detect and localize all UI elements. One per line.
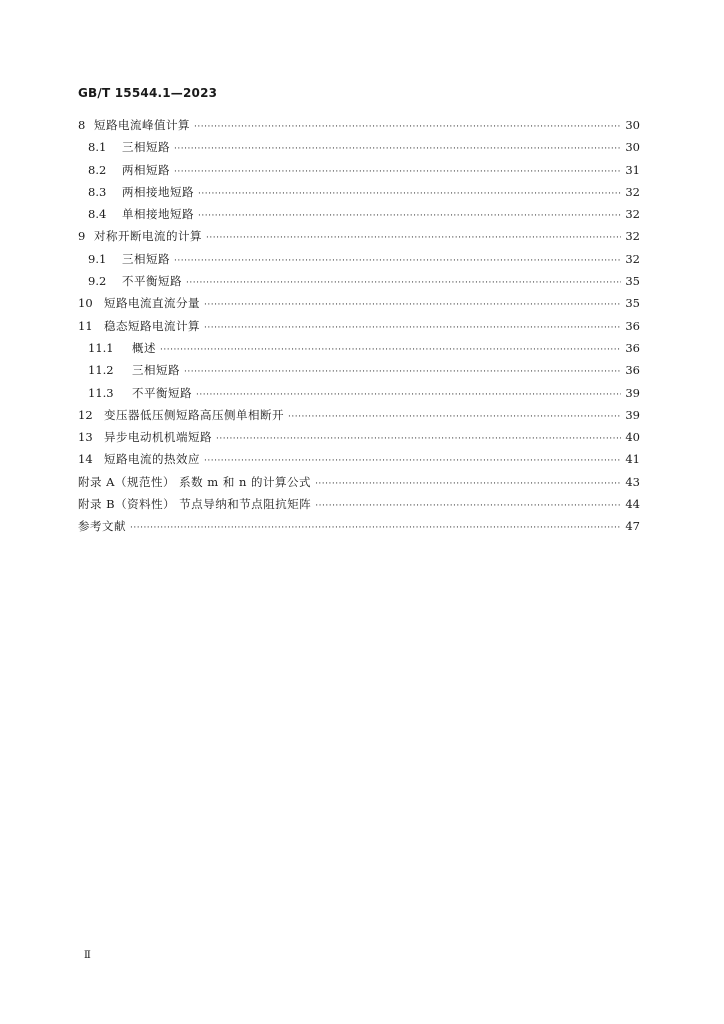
dot-leader xyxy=(186,278,621,288)
toc-entry-number: 11.2 xyxy=(88,363,114,378)
toc-entry-number: 9 xyxy=(78,229,86,244)
dot-leader xyxy=(130,523,621,533)
toc-entry[interactable] xyxy=(78,385,640,407)
toc-entry-page-number: 35 xyxy=(625,274,640,289)
dot-leader xyxy=(174,144,621,154)
toc-entry-page-number: 31 xyxy=(625,162,640,177)
toc-entry[interactable] xyxy=(78,474,640,496)
toc-entry-number: 8.2 xyxy=(88,162,107,177)
dot-leader xyxy=(198,211,621,221)
toc-entry-number: 8 xyxy=(78,118,86,132)
dot-leader xyxy=(216,434,621,444)
toc-entry-number: 10 xyxy=(78,296,93,311)
toc-entry-title: 参考文献 xyxy=(78,519,126,534)
toc-entry[interactable] xyxy=(78,117,640,139)
toc-entry[interactable] xyxy=(78,162,640,184)
toc-entry[interactable] xyxy=(78,206,640,228)
toc-entry-title: 概述 xyxy=(132,340,156,355)
toc-entry-page-number: 32 xyxy=(625,184,640,199)
toc-entry-title: 稳态短路电流计算 xyxy=(104,318,200,333)
toc-entry-page-number: 30 xyxy=(625,140,640,155)
toc-entry-title: 短路电流峰值计算 xyxy=(94,118,190,132)
dot-leader xyxy=(196,390,621,400)
dot-leader xyxy=(174,256,621,266)
toc-entry[interactable] xyxy=(78,429,640,451)
toc-entry-title: 不平衡短路 xyxy=(122,274,182,289)
dot-leader xyxy=(184,367,621,377)
toc-entry[interactable] xyxy=(78,496,640,518)
toc-entry-title: 异步电动机机端短路 xyxy=(104,430,212,445)
dot-leader xyxy=(204,456,621,466)
toc-entry[interactable] xyxy=(78,318,640,340)
toc-entry[interactable] xyxy=(78,407,640,429)
toc-entry-number: 13 xyxy=(78,430,93,445)
toc-entry-page-number: 47 xyxy=(625,519,640,534)
toc-entry-number: 11.3 xyxy=(88,385,114,400)
toc-entry-title: 三相短路 xyxy=(132,363,180,378)
toc-entry-title: 不平衡短路 xyxy=(132,385,192,400)
toc-entry-page-number: 39 xyxy=(625,385,640,400)
toc-entry[interactable] xyxy=(78,295,640,317)
dot-leader xyxy=(315,501,621,511)
toc-entry[interactable] xyxy=(78,139,640,161)
toc-entry[interactable] xyxy=(78,251,640,273)
toc-entry-title: 附录 B（资料性） 节点导纳和节点阻抗矩阵 xyxy=(78,497,312,512)
toc-entry-page-number: 35 xyxy=(625,296,640,311)
toc-entry[interactable] xyxy=(78,273,640,295)
toc-entry-page-number: 30 xyxy=(625,118,640,132)
toc-entry-title: 短路电流直流分量 xyxy=(104,296,200,311)
dot-leader xyxy=(315,479,621,489)
toc-entry-page-number: 43 xyxy=(625,474,640,489)
dot-leader xyxy=(204,300,621,310)
toc-entry-page-number: 32 xyxy=(625,251,640,266)
toc-entry-page-number: 41 xyxy=(625,452,640,467)
dot-leader xyxy=(160,345,621,355)
toc-entry-title: 单相接地短路 xyxy=(122,207,194,222)
dot-leader xyxy=(206,233,621,243)
toc-entry-page-number: 39 xyxy=(625,407,640,422)
toc-entry-number: 8.4 xyxy=(88,207,107,222)
toc-entry-title: 对称开断电流的计算 xyxy=(94,229,202,244)
toc-entry-title: 短路电流的热效应 xyxy=(104,452,200,467)
toc-entry-number: 14 xyxy=(78,452,93,467)
toc-entry-title: 三相短路 xyxy=(122,251,170,266)
toc-entry[interactable] xyxy=(78,184,640,206)
toc-entry-title: 两相接地短路 xyxy=(122,184,194,199)
toc-entry-number: 8.1 xyxy=(88,140,107,155)
dot-leader xyxy=(204,323,621,333)
toc-entry-title: 两相短路 xyxy=(122,162,170,177)
toc-entry-number: 9.1 xyxy=(88,251,107,266)
toc-entry-title: 变压器低压侧短路高压侧单相断开 xyxy=(104,407,284,422)
toc-entry-number: 11 xyxy=(78,318,93,333)
toc-entry-page-number: 40 xyxy=(625,430,640,445)
dot-leader xyxy=(288,412,621,422)
dot-leader xyxy=(174,167,621,177)
toc-entry[interactable] xyxy=(78,451,640,473)
toc-entry-number: 8.3 xyxy=(88,184,107,199)
toc-entry-page-number: 36 xyxy=(625,363,640,378)
toc-entry[interactable] xyxy=(78,228,640,250)
toc-entry-number: 12 xyxy=(78,407,93,422)
toc-entry[interactable] xyxy=(78,340,640,362)
toc-entry-page-number: 36 xyxy=(625,340,640,355)
toc-entry-title: 三相短路 xyxy=(122,140,170,155)
toc-entry-page-number: 36 xyxy=(625,318,640,333)
toc-entry-number: 11.1 xyxy=(88,340,114,355)
page-number-footer: Ⅱ xyxy=(84,950,91,961)
dot-leader xyxy=(194,122,621,132)
dot-leader xyxy=(198,189,621,199)
toc-entry-number: 9.2 xyxy=(88,274,107,289)
toc-entry-title: 附录 A（规范性） 系数 m 和 n 的计算公式 xyxy=(78,474,312,489)
toc-entry-page-number: 32 xyxy=(625,207,640,222)
toc-entry-page-number: 32 xyxy=(625,229,640,244)
table-of-contents xyxy=(78,117,640,541)
toc-entry[interactable] xyxy=(78,362,640,384)
toc-entry-page-number: 44 xyxy=(625,497,640,512)
toc-entry[interactable] xyxy=(78,518,640,540)
document-code-header: GB/T 15544.1—2023 xyxy=(78,86,218,100)
